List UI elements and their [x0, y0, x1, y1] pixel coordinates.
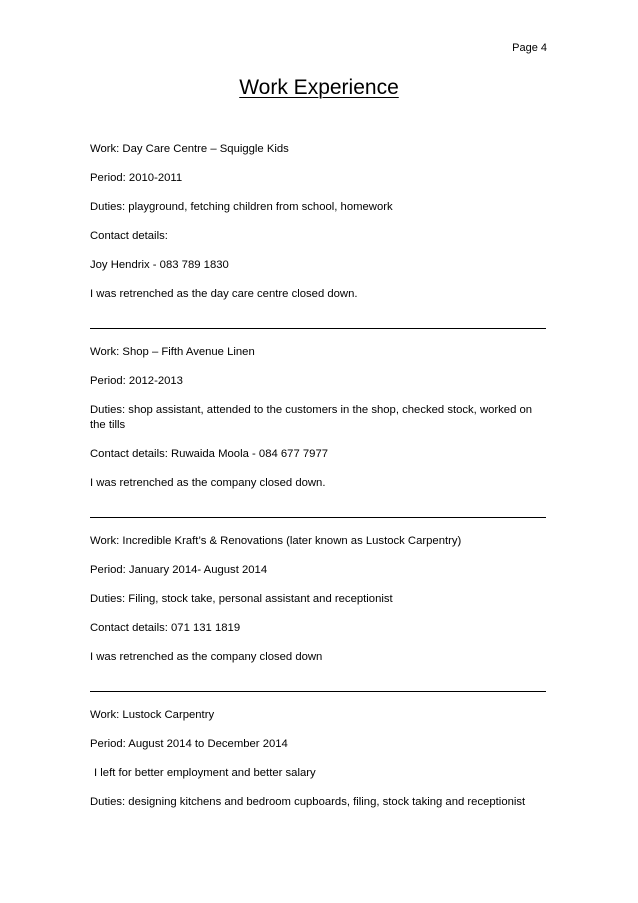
page-number: Page 4: [512, 42, 547, 54]
duties-line: Duties: designing kitchens and bedroom cupboards, filing, stock taking and receptionist: [90, 796, 526, 808]
work-experience-section: [90, 142, 546, 824]
work-line: Work: Shop – Fifth Avenue Linen: [90, 346, 255, 358]
period-line: Period: 2012-2013: [90, 375, 183, 387]
experience-entry: [90, 534, 546, 665]
duties-line: Duties: playground, fetching children from school, homework: [90, 201, 393, 213]
separator-line: [90, 679, 546, 694]
reason-line: I was retrenched as the company closed down: [90, 651, 323, 663]
duties-line: Duties: Filing, stock take, personal assistant and receptionist: [90, 593, 393, 605]
page-title: [0, 74, 638, 102]
work-line: Work: Day Care Centre – Squiggle Kids: [90, 143, 289, 155]
contact-label: Contact details:: [90, 230, 168, 242]
reason-line: I left for better employment and better salary: [94, 767, 316, 779]
experience-entry: [90, 708, 546, 810]
work-line: Work: Lustock Carpentry: [90, 709, 215, 721]
separator-line: [90, 505, 546, 520]
work-line: Work: Incredible Kraft’s & Renovations (later known as Lustock Carpentry): [90, 535, 462, 547]
duties-line: Duties: shop assistant, attended to the customers in the shop, checked stock, worked on the tills: [90, 404, 533, 431]
separator-line: [90, 316, 546, 331]
contact-line: Contact details: Ruwaida Moola - 084 677 7977: [90, 448, 329, 460]
period-line: Period: 2010-2011: [90, 172, 183, 184]
contact-line: Contact details: 071 131 1819: [90, 622, 241, 634]
experience-entry: [90, 345, 546, 491]
contact-line: Joy Hendrix - 083 789 1830: [90, 259, 229, 271]
page-title-text: Work Experience: [239, 76, 399, 99]
reason-line: I was retrenched as the company closed down.: [90, 477, 326, 489]
experience-entry: [90, 142, 546, 302]
period-line: Period: January 2014- August 2014: [90, 564, 268, 576]
period-line: Period: August 2014 to December 2014: [90, 738, 288, 750]
reason-line: I was retrenched as the day care centre closed down.: [90, 288, 358, 300]
